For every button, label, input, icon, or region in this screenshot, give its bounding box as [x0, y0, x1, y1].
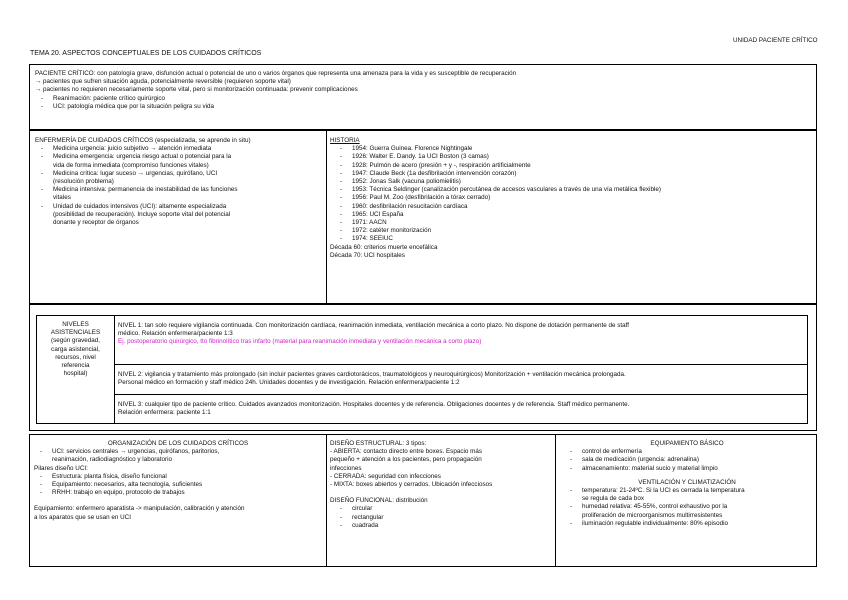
pilar-item: - RRHH: trabajo en equipo, protocolo de trabajos [34, 489, 322, 497]
column-divider [555, 435, 556, 566]
diseno-section [330, 440, 552, 530]
funcional-title: DISEÑO FUNCIONAL: distribución [330, 497, 428, 505]
paciente-line: → pacientes que sufren situación aguda, potencialmente reversible (requieren soporte vital) [35, 78, 291, 86]
enfermeria-section [35, 137, 321, 227]
diseno-line: pequeño + atención a los pacientes, pero propagación [330, 456, 482, 464]
organizacion-uci: - UCI: servicios centrales → urgencias, quirófanos, paritorios, reanimación, radiodiagnóstico y laboratorio [34, 448, 322, 464]
enfermeria-historia-box [29, 130, 817, 304]
column-divider [326, 131, 327, 303]
niveles-table [36, 315, 808, 424]
historia-item: - 1926: Walter E. Dandy. 1a UCI Boston (3 camas) [330, 153, 814, 161]
organizacion-title: ORGANIZACIÓN DE LOS CUIDADOS CRÍTICOS [107, 440, 249, 447]
enfermeria-title: ENFERMERÍA DE CUIDADOS CRÍTICOS (especializada, se aprende in situ) [35, 137, 251, 144]
column-divider [326, 435, 327, 566]
enfermeria-item: - Medicina emergencia: urgencia riesgo actual o potencial para la vida de forma inmediata (compromiso funciones vitales) [35, 153, 321, 169]
equipo-item: - sala de medicación (urgencia: adrenalina) [560, 456, 814, 464]
historia-item: - 1972: catéter monitorización [330, 227, 814, 235]
funcional-item: - cuadrada [330, 522, 552, 530]
historia-title: HISTORIA [330, 137, 360, 144]
niveles-divider [114, 316, 115, 423]
enfermeria-item: - Unidad de cuidados intensivos (UCI): altamente especializada (posibilidad de recuperación). Incluye soporte vital del potencial donante y receptor de órganos [35, 203, 321, 228]
equipamiento-line: Equipamiento: enfermero aparatista -> manipulación, calibración y atención [34, 505, 245, 513]
ventilacion-item: - temperatura: 21-24ºC. Si la UCI es cerrada la temperatura se regula de cada box [560, 487, 814, 503]
organizacion-box [29, 434, 817, 567]
historia-item: - 1971: AACN [330, 219, 814, 227]
nivel-3: NIVEL 3: cualquier tipo de paciente crítico. Cuidados avanzados monitorización. Hospitales docentes y de referencia. Obligaciones docentes y de referencia. Staff médico permanente. Relación enfermera: paciente 1:1 [118, 401, 630, 417]
historia-item: - 1956: Paul M. Zoo (desfibrilación a tórax cerrado) [330, 194, 814, 202]
pilares-title: Pilares diseño UCI: [34, 464, 88, 472]
historia-item: - 1952: Jonas Salk (vacuna poliomielitis) [330, 178, 814, 186]
enfermeria-item: - Medicina intensiva: permanencia de inestabilidad de las funciones vitales [35, 186, 321, 202]
historia-item: - 1954: Guerra Guinea. Florence Nightingale [330, 145, 814, 153]
equipo-title: EQUIPAMIENTO BÁSICO [650, 440, 724, 447]
paciente-line: → pacientes no requieren necesariamente soporte vital, pero si monitorización continuada: prevenir complicaciones [35, 86, 358, 94]
historia-item: - 1928: Pulmón de acero (presión + y -, respiración artificialmente [330, 162, 814, 170]
page-title: TEMA 20. ASPECTOS CONCEPTUALES DE LOS CUIDADOS CRÍTICOS [30, 50, 262, 57]
nivel-1: NIVEL 1: tan solo requiere vigilancia continuada. Con monitorización cardíaca, reanimación inmediata, ventilación mecánica a corto plazo. No dispone de dotación permanente de staff médico. Relación enfermera/paciente 1:3 Ej. postoperatorio quirúrgico, tto fibrinolítico tras infarto (material para reanimación inmediata y ventilación mecánica a corto plazo) [118, 322, 806, 347]
historia-section [330, 137, 814, 260]
paciente-box [29, 64, 817, 130]
paciente-item: - Reanimación: paciente crítico quirúrgico [35, 95, 516, 103]
niveles-box [29, 304, 817, 431]
enfermeria-item: - Medicina crítica: lugar suceso → urgencias, quirófano, UCI (resolución problema) [35, 170, 321, 186]
unit-label: UNIDAD PACIENTE CRÍTICO [733, 37, 818, 44]
niveles-row-divider [114, 394, 807, 395]
historia-item: - 1965: UCI España [330, 211, 814, 219]
pilar-item: - Estructura: planta física, diseño funcional [34, 473, 322, 481]
diseno-line: - CERRADA: seguridad con infecciones [330, 472, 441, 480]
ventilacion-item: - iluminación regulable individualmente: 80% episodio [560, 520, 814, 528]
historia-decada: Década 70: UCI hospitales [330, 251, 405, 259]
niveles-label: NIVELES ASISTENCIALES (según gravedad, carga asistencial, recursos, nivel referencia hospital) [50, 321, 101, 378]
equipo-item: - almacenamiento: material sucio y material limpio [560, 465, 814, 473]
niveles-row-divider [114, 364, 807, 365]
enfermeria-item: - Medicina urgencia: juicio subjetivo → atención inmediata [35, 145, 321, 153]
diseno-line: - MIXTA: boxes abiertos y cerrados. Ubicación infecciosos [330, 481, 493, 489]
nivel-2: NIVEL 2: vigilancia y tratamiento más prolongado (sin incluir pacientes graves cardiotorácicos, traumatológicos y neuroquirúrgicos) Monitorización + ventilación mecánica prolongada. Personal médico en formación y staff médico 24h. Unidades docentes y de investigación. Relación enfermera/paciente 1:2 [118, 371, 626, 387]
diseno-title: DISEÑO ESTRUCTURAL: 3 tipos: [330, 440, 427, 447]
historia-item: - 1953: Técnica Seldinger (canalización percutánea de accesos vasculares a través de una vía metálica flexible) [330, 186, 814, 194]
equipo-section [560, 440, 814, 528]
ventilacion-title: VENTILACIÓN Y CLIMATIZACIÓN [638, 478, 736, 486]
equipamiento-line: a los aparatos que se usan en UCI [34, 513, 131, 521]
historia-item: - 1960: desfibrilación resucitación cardíaca [330, 203, 814, 211]
historia-decada: Década 60: criterios muerte encefálica [330, 243, 438, 251]
historia-item: - 1974: SEEIUC [330, 235, 814, 243]
pilar-item: - Equipamiento: necesarios, alta tecnología, suficientes [34, 481, 322, 489]
nivel-1-example: Ej. postoperatorio quirúrgico, tto fibrinolítico tras infarto (material para reanimación inmediata y ventilación mecánica a corto plazo) [118, 338, 482, 346]
equipo-item: - control de enfermería [560, 448, 814, 456]
paciente-item: - UCI: patología médica que por la situación peligra su vida [35, 103, 516, 111]
paciente-line: PACIENTE CRÍTICO: con patología grave, disfunción actual o potencial de uno o varios órganos que representa una amenaza para la vida y es susceptible de recuperación [35, 70, 517, 77]
paciente-text [35, 70, 516, 111]
organizacion-section [34, 440, 322, 522]
diseno-line: - ABIERTA: contacto directo entre boxes. Espacio más [330, 448, 483, 456]
ventilacion-item: - humedad relativa: 45-55%, control exhaustivo por la proliferación de microorganismos multirresistentes [560, 503, 814, 519]
funcional-item: - circular [330, 505, 552, 513]
historia-item: - 1947: Claude Beck (1a desfibrilación intervención corazón) [330, 170, 814, 178]
diseno-line: infecciones [330, 464, 362, 472]
funcional-item: - rectangular [330, 514, 552, 522]
